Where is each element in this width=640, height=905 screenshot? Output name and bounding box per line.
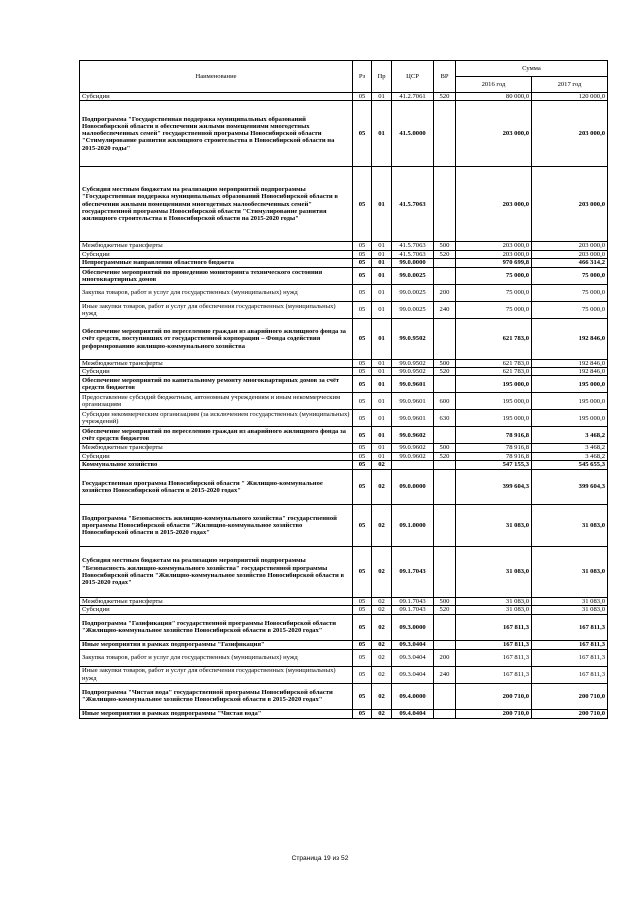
row-vr: 520: [434, 368, 456, 376]
row-pr: 01: [372, 376, 392, 393]
row-amount-2016: 203 000,0: [456, 101, 532, 167]
row-amount-2017: 31 083,0: [532, 505, 608, 547]
row-amount-2016: 970 699,8: [456, 258, 532, 267]
row-amount-2017: 3 468,2: [532, 427, 608, 444]
row-rz: 05: [353, 368, 372, 376]
row-csr: [392, 461, 434, 470]
row-amount-2016: 80 000,0: [456, 93, 532, 101]
row-rz: 05: [353, 318, 372, 359]
row-amount-2016: 75 000,0: [456, 267, 532, 284]
row-csr: 41.5.7063: [392, 167, 434, 242]
row-name: Субсидии: [80, 368, 353, 376]
row-rz: 05: [353, 470, 372, 505]
row-vr: [434, 547, 456, 598]
row-csr: 41.5.7063: [392, 250, 434, 258]
row-name: Закупка товаров, работ и услуг для государственных (муниципальных) нужд: [80, 284, 353, 301]
row-vr: [434, 267, 456, 284]
row-name: Подпрограмма "Газификация" государственной программы Новосибирской области "Жилищно-коммунальное хозяйство Новосибирской области в 2015-2020 годах": [80, 614, 353, 640]
row-rz: 05: [353, 301, 372, 318]
row-vr: 200: [434, 649, 456, 666]
row-name: Закупка товаров, работ и услуг для государственных (муниципальных) нужд: [80, 649, 353, 666]
row-pr: 01: [372, 301, 392, 318]
table-row: [80, 666, 608, 683]
row-amount-2016: 167 811,3: [456, 649, 532, 666]
row-csr: 09.0.0000: [392, 470, 434, 505]
row-name: Межбюджетные трансферты: [80, 444, 353, 452]
row-name: Иные закупки товаров, работ и услуг для обеспечения государственных (муниципальных) нужд: [80, 666, 353, 683]
table-row: [80, 640, 608, 649]
row-vr: 240: [434, 666, 456, 683]
row-name: Межбюджетные трансферты: [80, 359, 353, 367]
row-name: Субсидии некоммерческим организациям (за исключением государственных (муниципальных) учреждений): [80, 410, 353, 427]
row-rz: 05: [353, 359, 372, 367]
row-pr: 02: [372, 709, 392, 718]
row-csr: 09.3.0404: [392, 666, 434, 683]
row-amount-2017: 200 710,0: [532, 683, 608, 709]
row-pr: 01: [372, 101, 392, 167]
row-rz: 05: [353, 640, 372, 649]
table-row: [80, 242, 608, 250]
row-vr: [434, 318, 456, 359]
row-vr: [434, 376, 456, 393]
row-amount-2016: 203 000,0: [456, 242, 532, 250]
row-pr: 02: [372, 598, 392, 606]
row-name: Государственная программа Новосибирской области " Жилищно-коммунальное хозяйство Новосибирской области в 2015-2020 годах": [80, 470, 353, 505]
row-amount-2017: 3 468,2: [532, 452, 608, 460]
table-row: [80, 301, 608, 318]
row-csr: 99.0.9502: [392, 368, 434, 376]
row-amount-2016: 31 083,0: [456, 598, 532, 606]
row-csr: 41.5.7063: [392, 242, 434, 250]
row-amount-2016: 167 811,3: [456, 640, 532, 649]
row-pr: 02: [372, 470, 392, 505]
row-vr: 520: [434, 452, 456, 460]
row-vr: 200: [434, 284, 456, 301]
row-name: Обеспечение мероприятий по переселению граждан из аварийного жилищного фонда за счёт средств, поступивших от государственной корпорации – Фонда содействия реформированию жилищно-коммунального хозяйства: [80, 318, 353, 359]
row-amount-2017: 3 468,2: [532, 444, 608, 452]
row-name: Обеспечение мероприятий по капитальному ремонту многоквартирных домов за счёт средств бюджетов: [80, 376, 353, 393]
budget-table: [79, 60, 608, 719]
row-pr: 02: [372, 640, 392, 649]
row-amount-2016: 75 000,0: [456, 301, 532, 318]
table-header: [80, 61, 608, 93]
row-name: Субсидии: [80, 606, 353, 614]
row-amount-2017: 203 000,0: [532, 101, 608, 167]
row-amount-2016: 78 916,8: [456, 444, 532, 452]
row-name: Субсидии: [80, 93, 353, 101]
row-rz: 05: [353, 267, 372, 284]
row-csr: 09.1.0000: [392, 505, 434, 547]
table-row: [80, 318, 608, 359]
header-name: Наименование: [80, 61, 353, 93]
row-pr: 01: [372, 167, 392, 242]
row-amount-2016: 31 083,0: [456, 547, 532, 598]
row-pr: 01: [372, 250, 392, 258]
row-rz: 05: [353, 598, 372, 606]
row-csr: 09.3.0404: [392, 649, 434, 666]
row-vr: 520: [434, 250, 456, 258]
row-csr: 99.0.0025: [392, 284, 434, 301]
table-row: [80, 444, 608, 452]
row-vr: [434, 101, 456, 167]
row-csr: 99.0.0025: [392, 267, 434, 284]
row-name: Иные закупки товаров, работ и услуг для обеспечения государственных (муниципальных) нужд: [80, 301, 353, 318]
row-name: Предоставление субсидий бюджетным, автономным учреждениям и иным некоммерческим организациям: [80, 393, 353, 410]
row-name: Подпрограмма "Чистая вода" государственной программы Новосибирской области "Жилищно-коммунальное хозяйство Новосибирской области в 2015-2020 годах": [80, 683, 353, 709]
header-sum: Сумма: [456, 61, 608, 77]
table-row: [80, 683, 608, 709]
row-pr: 01: [372, 318, 392, 359]
row-pr: 02: [372, 505, 392, 547]
row-vr: 500: [434, 359, 456, 367]
row-rz: 05: [353, 410, 372, 427]
row-amount-2017: 200 710,0: [532, 709, 608, 718]
row-csr: 41.2.7061: [392, 93, 434, 101]
row-csr: 09.1.7043: [392, 606, 434, 614]
row-amount-2017: 75 000,0: [532, 267, 608, 284]
table-row: [80, 101, 608, 167]
table-row: [80, 410, 608, 427]
row-amount-2017: 195 000,0: [532, 376, 608, 393]
row-pr: 01: [372, 393, 392, 410]
row-amount-2017: 203 000,0: [532, 242, 608, 250]
row-csr: 09.3.0404: [392, 640, 434, 649]
row-rz: 05: [353, 376, 372, 393]
row-vr: 500: [434, 598, 456, 606]
table-row: [80, 267, 608, 284]
row-name: Субсидия местным бюджетам на реализацию мероприятий подпрограммы "Безопасность жилищно-коммунального хозяйства" государственной программы Новосибирской области "Жилищно-коммунальное хозяйство Новосибирской области в 2015-2020 годах": [80, 547, 353, 598]
row-amount-2017: 31 083,0: [532, 606, 608, 614]
row-amount-2017: 195 000,0: [532, 410, 608, 427]
row-amount-2016: 203 000,0: [456, 167, 532, 242]
row-vr: [434, 505, 456, 547]
header-year-2017: 2017 год: [532, 77, 608, 93]
row-csr: 99.0.9601: [392, 393, 434, 410]
row-pr: 02: [372, 614, 392, 640]
row-amount-2017: 399 604,3: [532, 470, 608, 505]
row-name: Коммунальное хозяйство: [80, 461, 353, 470]
row-amount-2017: 167 811,3: [532, 614, 608, 640]
row-vr: [434, 470, 456, 505]
table-row: [80, 598, 608, 606]
row-amount-2016: 621 783,0: [456, 359, 532, 367]
row-amount-2016: 200 710,0: [456, 709, 532, 718]
row-pr: 01: [372, 444, 392, 452]
row-name: Иные мероприятия в рамках подпрограммы "Чистая вода": [80, 709, 353, 718]
row-csr: 99.0.0025: [392, 301, 434, 318]
row-rz: 05: [353, 167, 372, 242]
row-rz: 05: [353, 649, 372, 666]
row-amount-2017: 75 000,0: [532, 301, 608, 318]
row-amount-2017: 167 811,3: [532, 666, 608, 683]
row-rz: 05: [353, 258, 372, 267]
row-amount-2017: 195 000,0: [532, 393, 608, 410]
row-csr: 09.3.0000: [392, 614, 434, 640]
row-amount-2016: 195 000,0: [456, 410, 532, 427]
row-pr: 01: [372, 258, 392, 267]
row-vr: 600: [434, 393, 456, 410]
row-csr: 99.0.9602: [392, 427, 434, 444]
row-amount-2016: 31 083,0: [456, 606, 532, 614]
header-pr: Пр: [372, 61, 392, 93]
row-name: Обеспечение мероприятий по проведению мониторинга технического состояния многоквартирных домов: [80, 267, 353, 284]
row-amount-2016: 78 916,8: [456, 427, 532, 444]
row-pr: 01: [372, 267, 392, 284]
row-rz: 05: [353, 427, 372, 444]
row-pr: 01: [372, 452, 392, 460]
row-csr: 99.0.9602: [392, 444, 434, 452]
table-row: [80, 505, 608, 547]
row-amount-2016: 621 783,0: [456, 368, 532, 376]
row-amount-2017: 31 083,0: [532, 547, 608, 598]
header-vr: ВР: [434, 61, 456, 93]
row-amount-2017: 192 846,0: [532, 359, 608, 367]
row-vr: [434, 427, 456, 444]
row-vr: [434, 683, 456, 709]
row-name: Субсидии: [80, 250, 353, 258]
table-row: [80, 547, 608, 598]
row-amount-2017: 545 655,3: [532, 461, 608, 470]
row-vr: [434, 614, 456, 640]
row-amount-2017: 167 811,3: [532, 649, 608, 666]
row-amount-2017: 75 000,0: [532, 284, 608, 301]
row-rz: 05: [353, 461, 372, 470]
budget-sheet: [79, 60, 607, 719]
row-amount-2017: 466 314,2: [532, 258, 608, 267]
row-pr: 01: [372, 93, 392, 101]
row-pr: 02: [372, 666, 392, 683]
table-row: [80, 258, 608, 267]
row-csr: 99.0.9602: [392, 452, 434, 460]
row-amount-2016: 195 000,0: [456, 393, 532, 410]
row-amount-2017: 192 846,0: [532, 368, 608, 376]
row-rz: 05: [353, 242, 372, 250]
row-rz: 05: [353, 93, 372, 101]
row-pr: 01: [372, 410, 392, 427]
row-vr: 630: [434, 410, 456, 427]
row-rz: 05: [353, 250, 372, 258]
row-rz: 05: [353, 666, 372, 683]
table-row: [80, 709, 608, 718]
row-name: Межбюджетные трансферты: [80, 598, 353, 606]
row-amount-2017: 203 000,0: [532, 250, 608, 258]
row-pr: 02: [372, 683, 392, 709]
row-csr: 99.0.9502: [392, 359, 434, 367]
row-amount-2016: 195 000,0: [456, 376, 532, 393]
row-amount-2017: 31 083,0: [532, 598, 608, 606]
row-vr: [434, 167, 456, 242]
table-row: [80, 167, 608, 242]
table-row: [80, 250, 608, 258]
row-vr: [434, 461, 456, 470]
table-body: [80, 93, 608, 719]
row-pr: 01: [372, 427, 392, 444]
row-amount-2016: 167 811,3: [456, 614, 532, 640]
row-csr: 41.5.0000: [392, 101, 434, 167]
row-pr: 02: [372, 606, 392, 614]
page-footer: Страница 19 из 52: [291, 855, 349, 862]
row-rz: 05: [353, 614, 372, 640]
row-rz: 05: [353, 683, 372, 709]
row-vr: [434, 640, 456, 649]
table-row: [80, 93, 608, 101]
row-amount-2016: 547 155,3: [456, 461, 532, 470]
table-row: [80, 393, 608, 410]
row-name: Обеспечение мероприятий по переселению граждан из аварийного жилищного фонда за счёт средств бюджетов: [80, 427, 353, 444]
row-rz: 05: [353, 709, 372, 718]
row-rz: 05: [353, 393, 372, 410]
row-rz: 05: [353, 547, 372, 598]
row-csr: 09.1.7043: [392, 598, 434, 606]
row-name: Подпрограмма "Государственная поддержка муниципальных образований Новосибирской области в обеспечении жилыми помещениями многодетных малообеспеченных семей" государственной программы Новосибирской области "Стимулирование развития жилищного строительства в Новосибирской области на 2015-2020 годы": [80, 101, 353, 167]
header-rz: Рз: [353, 61, 372, 93]
row-amount-2016: 78 916,8: [456, 452, 532, 460]
row-pr: 01: [372, 359, 392, 367]
row-amount-2016: 399 604,3: [456, 470, 532, 505]
row-name: Иные мероприятия в рамках подпрограммы "Газификация": [80, 640, 353, 649]
table-row: [80, 368, 608, 376]
row-amount-2016: 31 083,0: [456, 505, 532, 547]
row-rz: 05: [353, 444, 372, 452]
table-row: [80, 649, 608, 666]
table-row: [80, 606, 608, 614]
table-row: [80, 452, 608, 460]
row-name: Подпрограмма "Безопасность жилищно-коммунального хозяйства" государственной программы Новосибирской области "Жилищно-коммунальное хозяйство Новосибирской области в 2015-2020 годах": [80, 505, 353, 547]
row-vr: 240: [434, 301, 456, 318]
header-year-2016: 2016 год: [456, 77, 532, 93]
row-rz: 05: [353, 284, 372, 301]
row-csr: 99.0.9502: [392, 318, 434, 359]
row-amount-2016: 75 000,0: [456, 284, 532, 301]
table-row: [80, 284, 608, 301]
row-vr: 500: [434, 242, 456, 250]
row-pr: 02: [372, 461, 392, 470]
row-csr: 09.1.7043: [392, 547, 434, 598]
row-vr: 520: [434, 93, 456, 101]
header-csr: ЦСР: [392, 61, 434, 93]
row-csr: 09.4.0404: [392, 709, 434, 718]
row-pr: 02: [372, 547, 392, 598]
table-row: [80, 614, 608, 640]
table-row: [80, 461, 608, 470]
row-rz: 05: [353, 505, 372, 547]
table-row: [80, 359, 608, 367]
row-vr: [434, 709, 456, 718]
table-row: [80, 427, 608, 444]
row-amount-2016: 621 783,0: [456, 318, 532, 359]
row-csr: 09.4.0000: [392, 683, 434, 709]
row-amount-2016: 200 710,0: [456, 683, 532, 709]
row-amount-2016: 203 000,0: [456, 250, 532, 258]
row-rz: 05: [353, 452, 372, 460]
row-csr: 99.0.9601: [392, 410, 434, 427]
row-pr: 01: [372, 284, 392, 301]
table-row: [80, 376, 608, 393]
row-rz: 05: [353, 101, 372, 167]
row-name: Межбюджетные трансферты: [80, 242, 353, 250]
row-pr: 01: [372, 242, 392, 250]
row-amount-2016: 167 811,3: [456, 666, 532, 683]
row-vr: 500: [434, 444, 456, 452]
row-pr: 02: [372, 649, 392, 666]
row-amount-2017: 167 811,3: [532, 640, 608, 649]
row-name: Непрограммные направления областного бюджета: [80, 258, 353, 267]
row-name: Субсидия местным бюджетам на реализацию мероприятий подпрограммы "Государственная поддержка муниципальных образований Новосибирской области в обеспечении жилыми помещениями многодетных малообеспеченных семей" государственной программы Новосибирской области "Стимулирование развития жилищного строительства в Новосибирской области на 2015-2020 годы": [80, 167, 353, 242]
row-csr: 99.0.9601: [392, 376, 434, 393]
table-row: [80, 470, 608, 505]
row-name: Субсидии: [80, 452, 353, 460]
row-rz: 05: [353, 606, 372, 614]
row-amount-2017: 120 000,0: [532, 93, 608, 101]
row-vr: [434, 258, 456, 267]
row-amount-2017: 203 000,0: [532, 167, 608, 242]
row-vr: 520: [434, 606, 456, 614]
row-pr: 01: [372, 368, 392, 376]
row-csr: 99.0.0000: [392, 258, 434, 267]
row-amount-2017: 192 846,0: [532, 318, 608, 359]
